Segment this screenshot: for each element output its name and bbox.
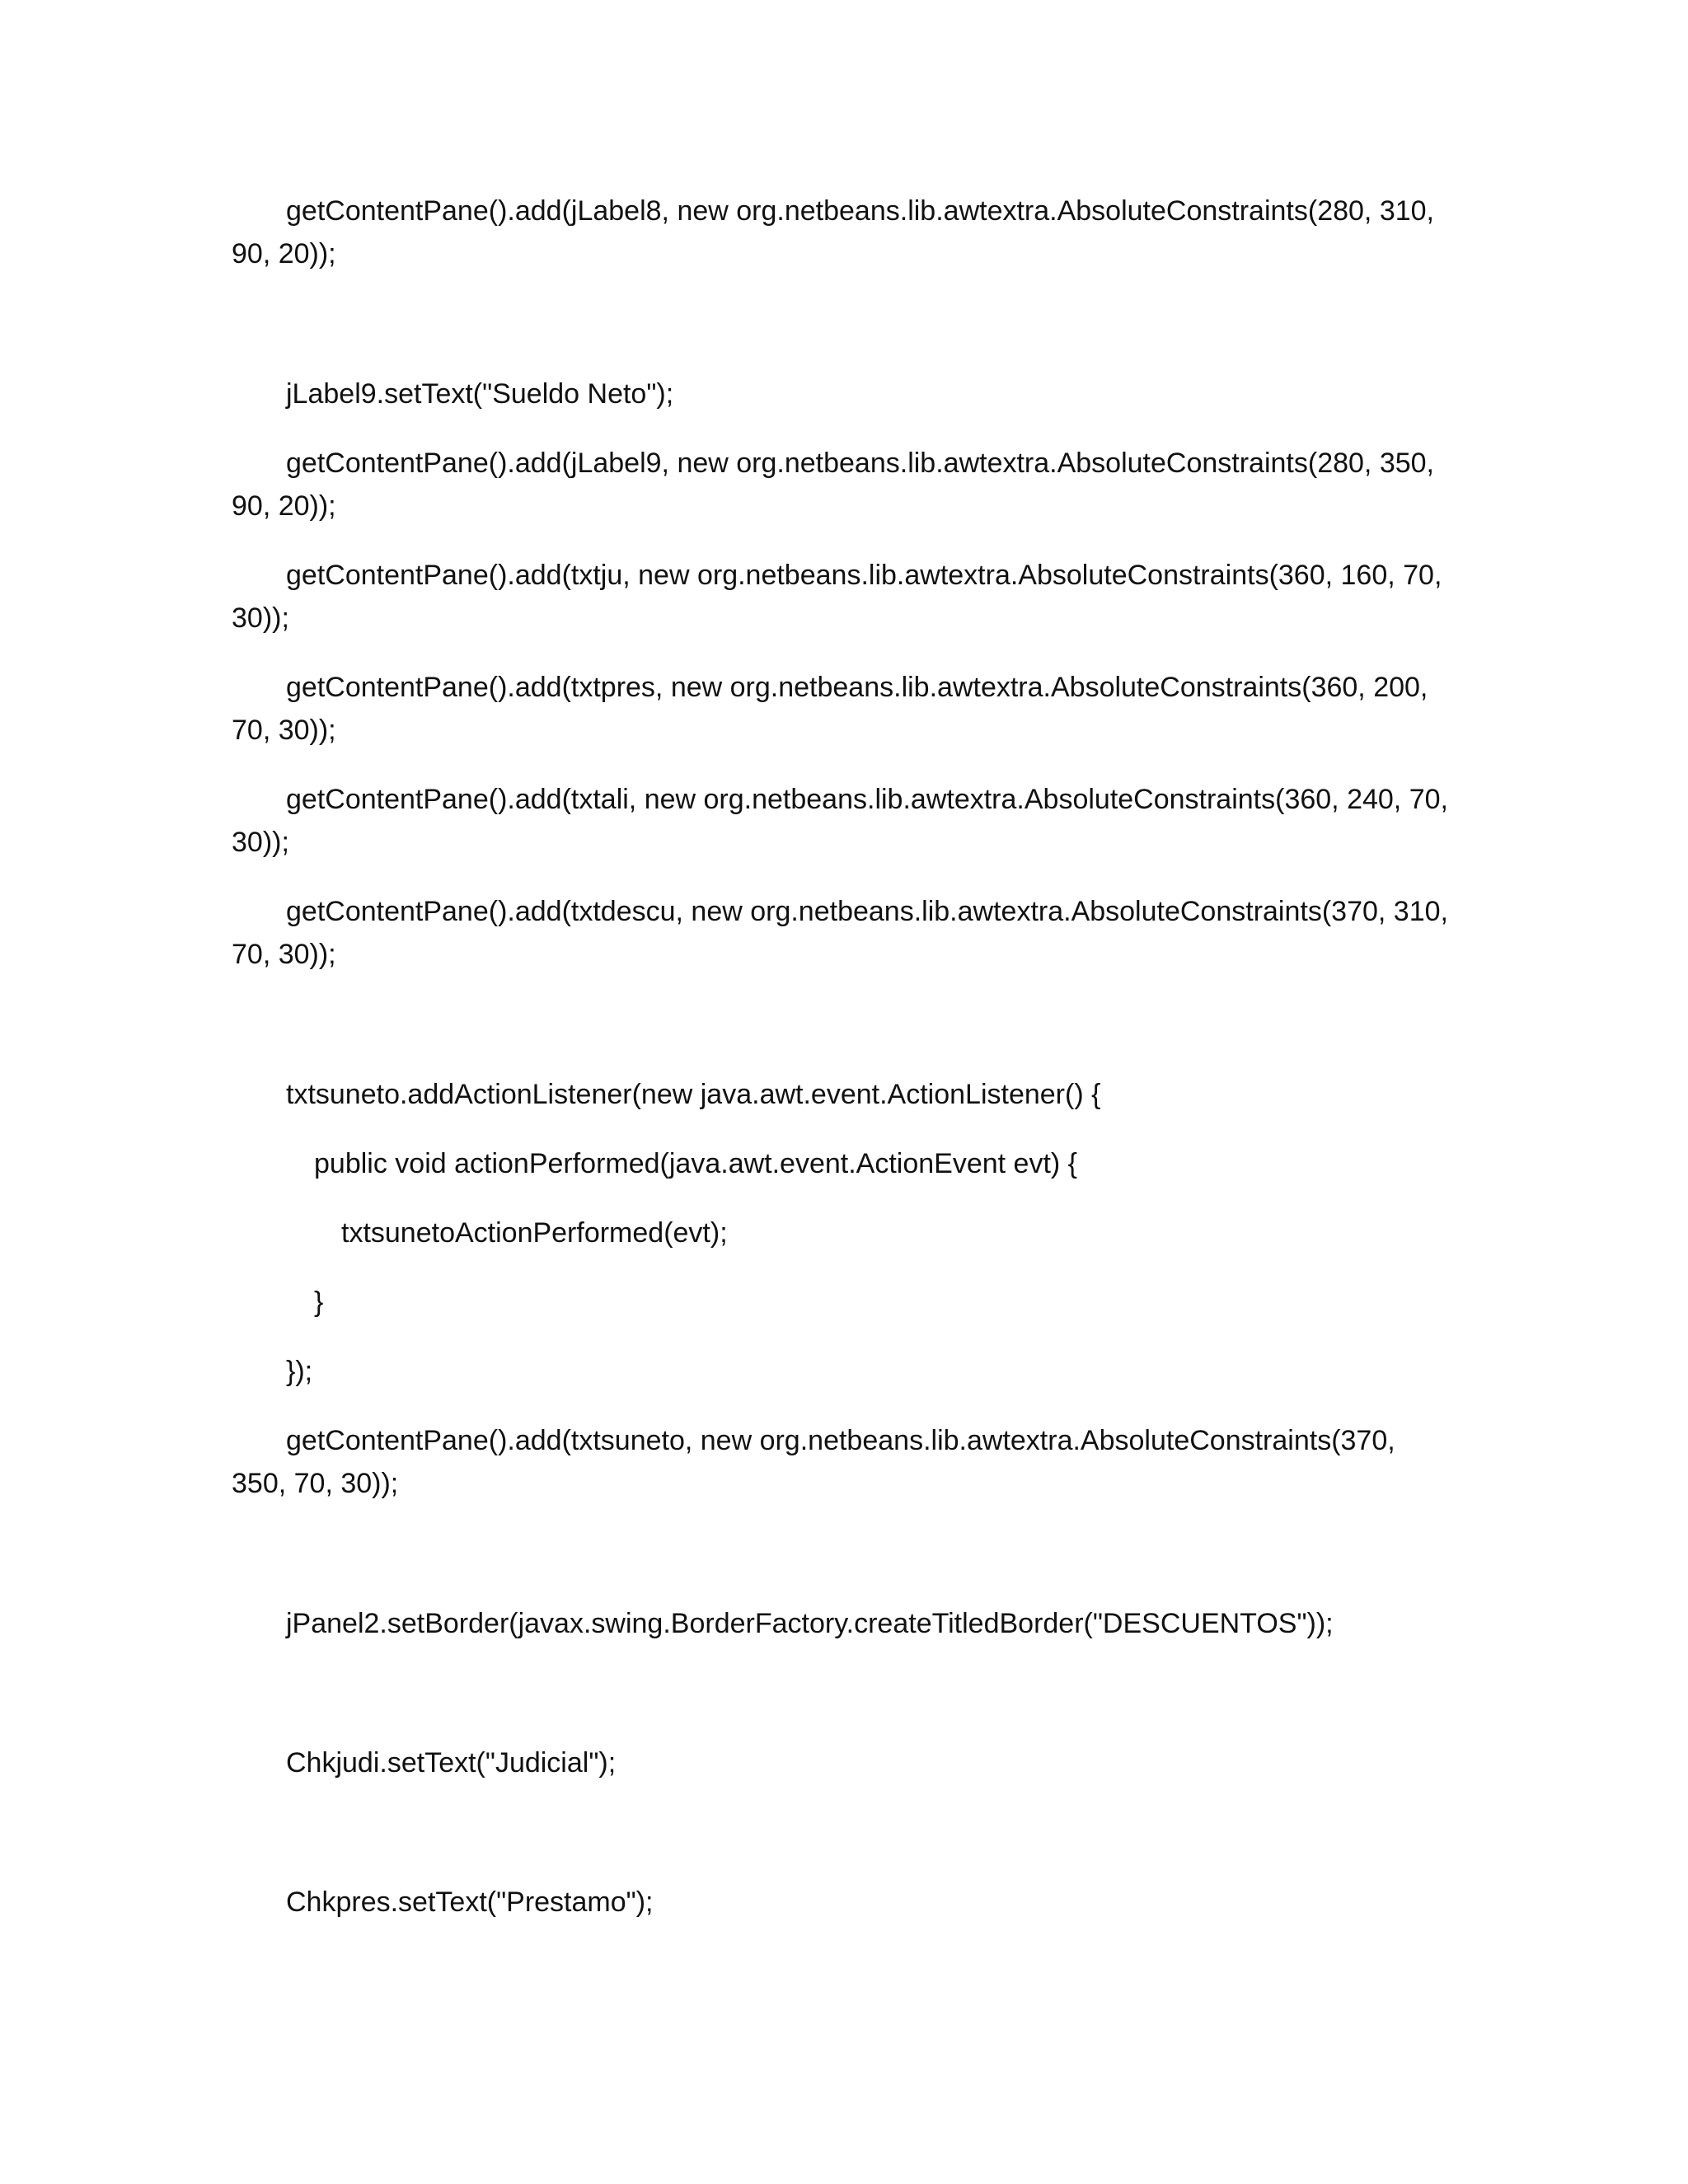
code-line: } [314, 1286, 324, 1318]
code-line: getContentPane().add(txtali, new org.netbeans.lib.awtextra.AbsoluteConstraints(360, 240, 70, [286, 784, 1448, 815]
code-line: 90, 20)); [232, 490, 336, 522]
code-line: 70, 30)); [232, 715, 336, 746]
code-line: getContentPane().add(jLabel9, new org.netbeans.lib.awtextra.AbsoluteConstraints(280, 350, [286, 448, 1434, 479]
code-line: public void actionPerformed(java.awt.event.ActionEvent evt) { [314, 1148, 1078, 1179]
code-line: getContentPane().add(txtpres, new org.netbeans.lib.awtextra.AbsoluteConstraints(360, 200, [286, 672, 1428, 703]
code-line: getContentPane().add(jLabel8, new org.netbeans.lib.awtextra.AbsoluteConstraints(280, 310, [286, 195, 1434, 227]
code-line: 90, 20)); [232, 238, 336, 269]
code-line: getContentPane().add(txtju, new org.netbeans.lib.awtextra.AbsoluteConstraints(360, 160, 70, [286, 560, 1442, 591]
code-line: 70, 30)); [232, 939, 336, 970]
code-line: 30)); [232, 827, 289, 858]
code-line: 350, 70, 30)); [232, 1468, 399, 1499]
code-line: }); [286, 1356, 313, 1387]
code-line: Chkjudi.setText("Judicial"); [286, 1747, 617, 1779]
code-line: jPanel2.setBorder(javax.swing.BorderFactory.createTitledBorder("DESCUENTOS")); [286, 1608, 1334, 1639]
code-line: txtsuneto.addActionListener(new java.awt.event.ActionListener() { [286, 1079, 1101, 1110]
code-line: Chkpres.setText("Prestamo"); [286, 1886, 654, 1918]
code-line: getContentPane().add(txtsuneto, new org.netbeans.lib.awtextra.AbsoluteConstraints(370, [286, 1425, 1395, 1456]
code-line: txtsunetoActionPerformed(evt); [341, 1217, 728, 1249]
code-line: jLabel9.setText("Sueldo Neto"); [286, 378, 674, 410]
code-line: 30)); [232, 602, 289, 634]
code-line: getContentPane().add(txtdescu, new org.netbeans.lib.awtextra.AbsoluteConstraints(370, 310, [286, 896, 1448, 927]
